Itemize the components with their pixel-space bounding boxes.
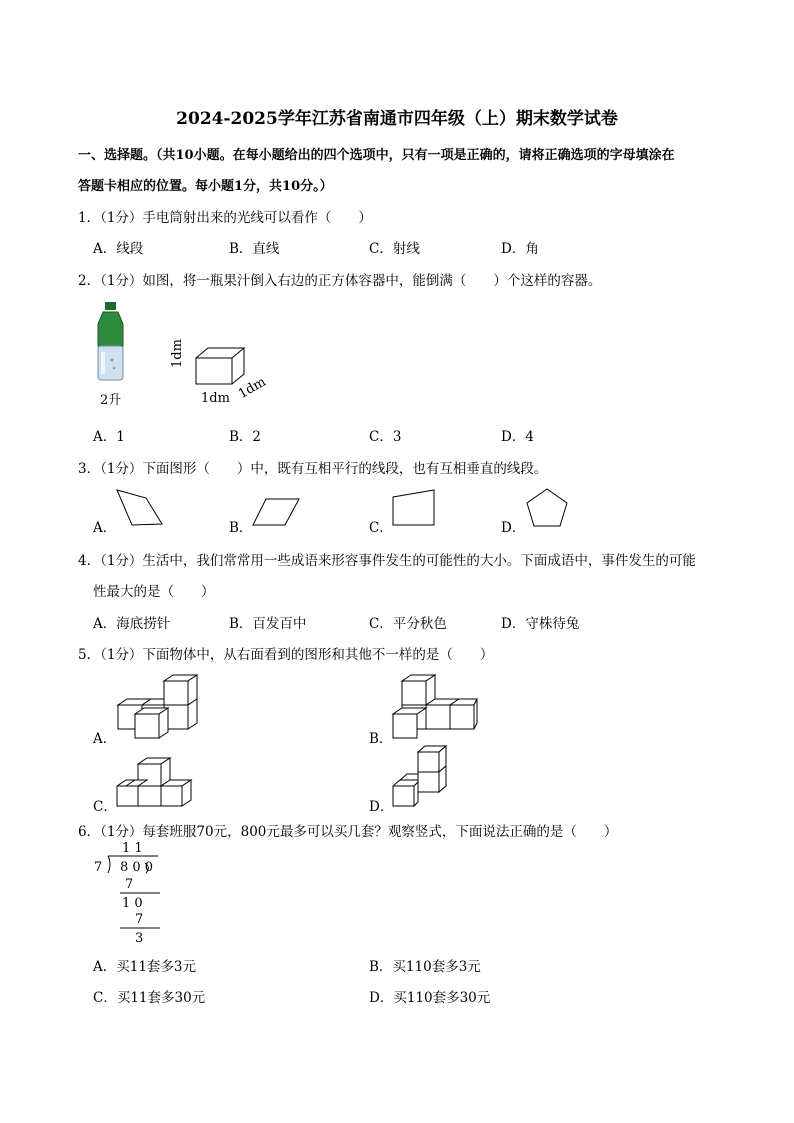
- q5-cube-stack-d: [392, 746, 448, 808]
- section-header-line1: 一、选择题。（共10小题。在每小题给出的四个选项中，只有一项是正确的，请将正确选项的字母填涂在: [78, 148, 675, 163]
- division-step1: 7: [125, 877, 134, 892]
- q1-option-d[interactable]: D．角: [501, 241, 539, 257]
- q5-cube-stack-a: [116, 674, 200, 740]
- q5-cube-stack-b: [392, 674, 480, 740]
- q4-option-b[interactable]: B．百发百中: [229, 616, 307, 632]
- q6-option-c[interactable]: C．买11套多30元: [93, 990, 206, 1006]
- question-4-line2: 性最大的是（ ）: [93, 584, 215, 600]
- q3-pentagon-figure: [526, 488, 570, 528]
- division-remainder: 3: [135, 931, 144, 946]
- q2-option-b[interactable]: B．2: [229, 429, 262, 445]
- division-quotient: 1 1: [122, 841, 143, 856]
- q4-option-a[interactable]: A．海底捞针: [93, 616, 171, 632]
- q5-option-c[interactable]: C．: [93, 799, 117, 815]
- page-title: 2024-2025学年江苏省南通市四年级（上）期末数学试卷: [176, 109, 618, 129]
- section-header-line2: 答题卡相应的位置。每小题1分，共10分。）: [78, 179, 333, 194]
- division-divisor: 7: [94, 860, 103, 875]
- q6-option-a[interactable]: A．买11套多3元: [93, 959, 197, 975]
- q2-option-c[interactable]: C．3: [369, 429, 402, 445]
- q2-option-d[interactable]: D．4: [501, 429, 534, 445]
- q3-option-d[interactable]: D．: [501, 520, 526, 536]
- q3-right-trapezoid-figure: [392, 489, 436, 527]
- q4-option-d[interactable]: D．守株待兔: [501, 616, 580, 632]
- division-step3: 7: [135, 912, 144, 927]
- q1-option-b[interactable]: B．直线: [229, 241, 280, 257]
- q3-parallelogram-figure: [252, 497, 302, 527]
- q3-quadrilateral-figure: [116, 488, 164, 526]
- q4-option-c[interactable]: C．平分秋色: [369, 616, 447, 632]
- juice-bottle-image: [92, 300, 132, 385]
- q1-option-c[interactable]: C．射线: [369, 241, 420, 257]
- division-step2: 1 0: [122, 896, 143, 911]
- division-dividend: 8 0 0: [120, 860, 154, 875]
- q5-option-a[interactable]: A．: [93, 731, 117, 747]
- bottle-label: 2升: [100, 393, 122, 408]
- cube-container-figure: [196, 346, 246, 386]
- question-1: 1．（1分）手电筒射出来的光线可以看作（ ）: [78, 210, 372, 226]
- question-3: 3．（1分）下面图形（ ）中，既有互相平行的线段，也有互相垂直的线段。: [78, 461, 548, 477]
- question-5: 5．（1分）下面物体中，从右面看到的图形和其他不一样的是（ ）: [78, 647, 494, 663]
- q5-option-d[interactable]: D．: [369, 799, 394, 815]
- question-6: 6．（1分）每套班服70元，800元最多可以买几套？观察竖式，下面说法正确的是（ ）: [78, 824, 618, 840]
- q2-option-a[interactable]: A．1: [93, 429, 125, 445]
- q5-cube-stack-c: [116, 758, 194, 808]
- cube-height-label: 1dm: [170, 339, 185, 368]
- cube-width-label: 1dm: [201, 391, 230, 406]
- q5-option-b[interactable]: B．: [369, 731, 393, 747]
- question-4-line1: 4．（1分）生活中，我们常常用一些成语来形容事件发生的可能性的大小。下面成语中，事件发生的可能: [78, 553, 696, 569]
- division-bracket-lines: [100, 855, 162, 931]
- q6-option-b[interactable]: B．买110套多3元: [369, 959, 481, 975]
- q1-option-a[interactable]: A．线段: [93, 241, 144, 257]
- q6-option-d[interactable]: D．买110套多30元: [369, 990, 491, 1006]
- question-2: 2．（1分）如图，将一瓶果汁倒入右边的正方体容器中，能倒满（ ）个这样的容器。: [78, 273, 602, 289]
- q3-option-b[interactable]: B．: [229, 520, 253, 536]
- q3-option-a[interactable]: A．: [93, 520, 117, 536]
- q3-option-c[interactable]: C．: [369, 520, 393, 536]
- cube-depth-label: 1dm: [236, 374, 269, 402]
